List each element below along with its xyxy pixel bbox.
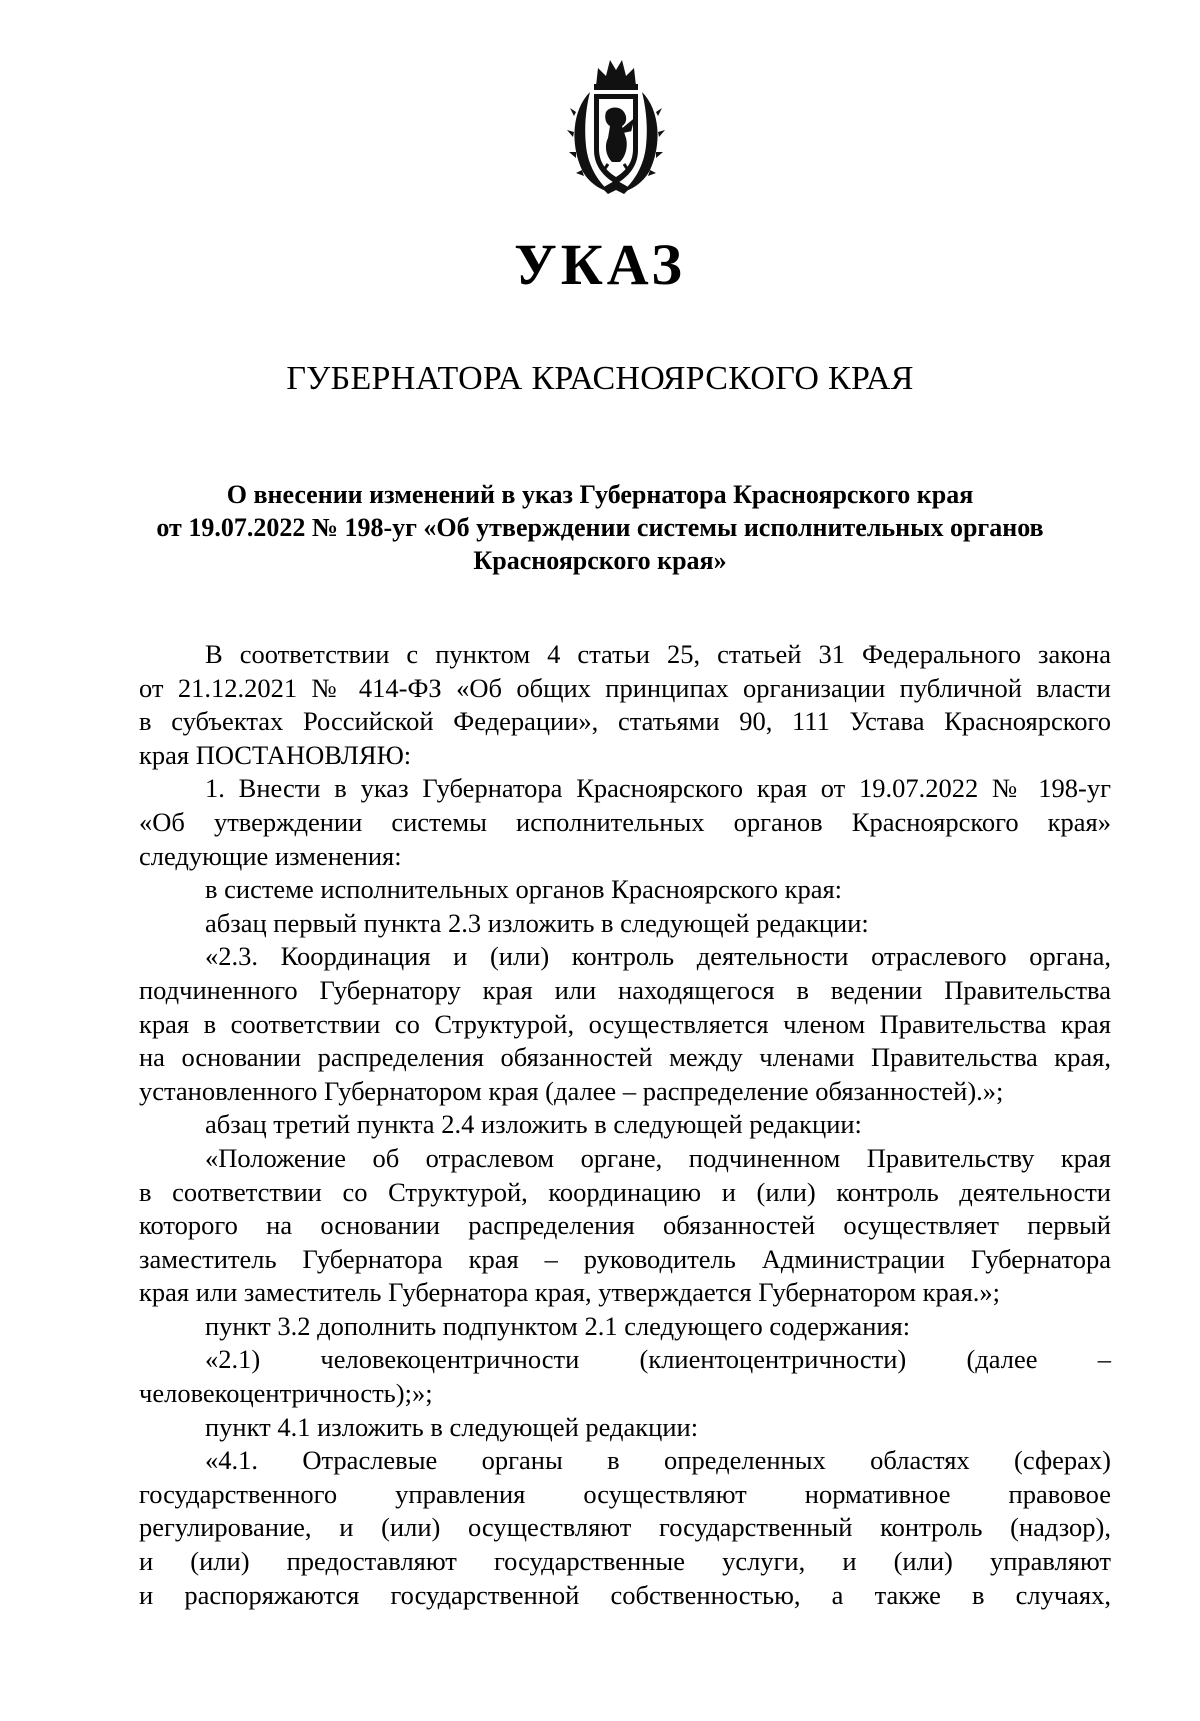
body-line: от 21.12.2021 № 414-ФЗ «Об общих принципах организации публичной власти	[139, 672, 1111, 703]
body-line: края или заместитель Губернатора края, утверждается Губернатором края.»;	[139, 1277, 1000, 1308]
heading-line: О внесении изменений в указ Губернатора Красноярского края	[226, 480, 974, 509]
body-line: следующие изменения:	[139, 840, 402, 871]
body-line: в субъектах Российской Федерации», статьями 90, 111 Устава Красноярского	[139, 706, 1111, 737]
body-line: края в соответствии со Структурой, осуществляется членом Правительства края	[139, 1008, 1111, 1039]
body-line: «2.3. Координация и (или) контроль деятельности отраслевого органа,	[205, 941, 1111, 972]
body-line: государственного управления осуществляют нормативное правовое	[139, 1478, 1111, 1509]
heading-line: от 19.07.2022 № 198-уг «Об утверждении системы исполнительных органов	[156, 513, 1044, 542]
body-line: на основании распределения обязанностей между членами Правительства края,	[139, 1042, 1111, 1073]
body-line: которого на основании распределения обязанностей осуществляет первый	[139, 1210, 1111, 1241]
document-title: УКАЗ	[514, 232, 686, 297]
document-body	[139, 638, 1111, 1612]
body-line: пункт 3.2 дополнить подпунктом 2.1 следующего содержания:	[205, 1310, 911, 1341]
body-line: В соответствии с пунктом 4 статьи 25, статьей 31 Федерального закона	[205, 639, 1111, 669]
body-line: заместитель Губернатора края – руководитель Администрации Губернатора	[139, 1243, 1111, 1274]
document-heading	[130, 478, 1070, 577]
body-line: пункт 4.1 изложить в следующей редакции:	[205, 1411, 699, 1442]
body-line: в системе исполнительных органов Красноярского края:	[205, 874, 843, 905]
body-line: 1. Внести в указ Губернатора Красноярского края от 19.07.2022 № 198-уг	[205, 773, 1111, 804]
body-line: и распоряжаются государственной собственностью, а также в случаях,	[139, 1579, 1111, 1610]
body-line: края ПОСТАНОВЛЯЮ:	[139, 739, 412, 770]
document-issuer: ГУБЕРНАТОРА КРАСНОЯРСКОГО КРАЯ	[286, 360, 914, 397]
coat-of-arms-icon	[566, 52, 666, 197]
body-line: в соответствии со Структурой, координацию и (или) контроль деятельности	[139, 1176, 1111, 1207]
body-line: абзац первый пункта 2.3 изложить в следующей редакции:	[205, 907, 869, 938]
body-line: регулирование, и (или) осуществляют государственный контроль (надзор),	[139, 1512, 1111, 1543]
body-line: подчиненного Губернатору края или находящегося в ведении Правительства	[139, 974, 1111, 1005]
body-line: «Об утверждении системы исполнительных органов Красноярского края»	[139, 806, 1111, 837]
body-line: и (или) предоставляют государственные услуги, и (или) управляют	[139, 1546, 1111, 1577]
body-line: установленного Губернатором края (далее – распределение обязанностей).»;	[139, 1075, 1004, 1106]
body-line: абзац третий пункта 2.4 изложить в следующей редакции:	[205, 1109, 862, 1140]
body-line: человекоцентричность);»;	[139, 1378, 433, 1409]
heading-line: Красноярского края»	[473, 546, 727, 575]
body-line: «2.1) человекоцентричности (клиентоцентричности) (далее –	[205, 1344, 1111, 1375]
body-line: «Положение об отраслевом органе, подчиненном Правительству края	[205, 1142, 1111, 1173]
body-line: «4.1. Отраслевые органы в определенных областях (сферах)	[205, 1445, 1111, 1476]
